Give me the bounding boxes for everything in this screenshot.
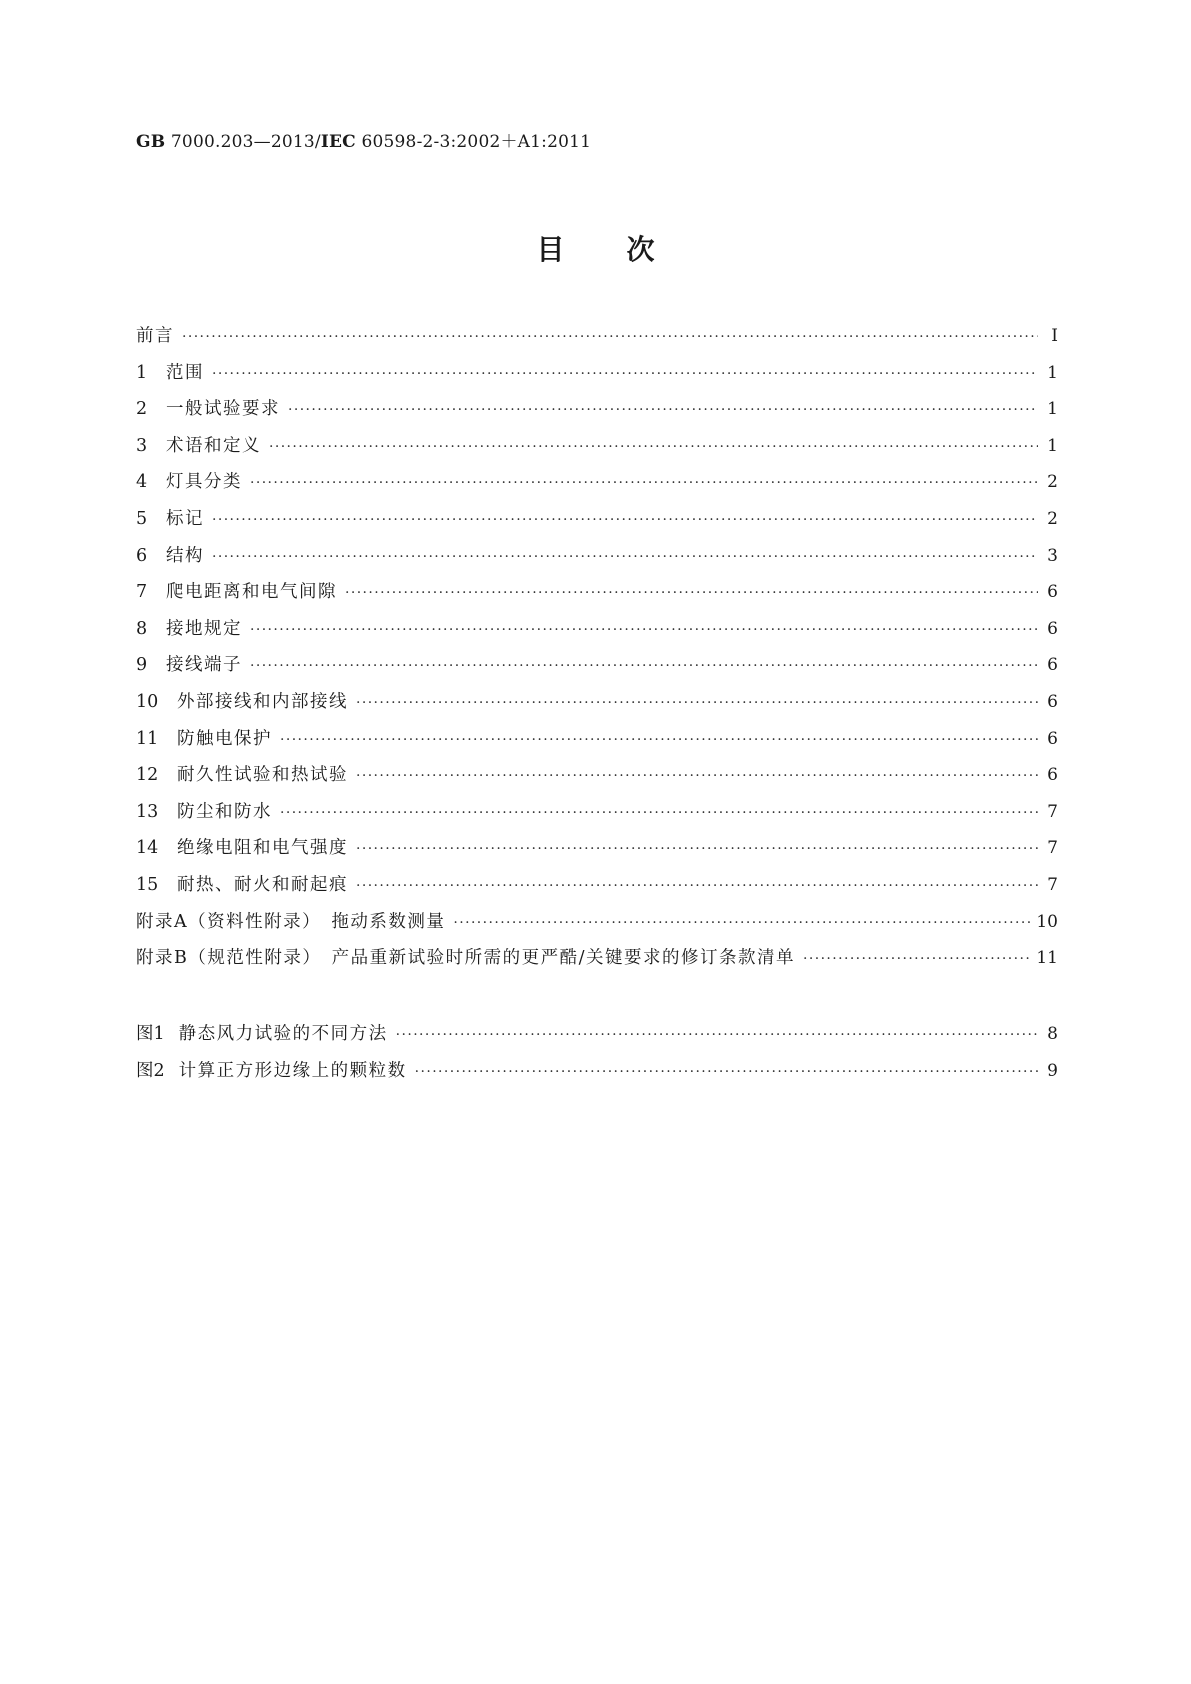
toc-label: 前言 (136, 326, 174, 346)
toc-page: 3 (1047, 545, 1058, 566)
toc-page: 6 (1047, 728, 1058, 749)
iec-number: 60598-2-3:2002＋A1:2011 (361, 132, 592, 152)
toc-entry-7[interactable] (136, 582, 1058, 619)
toc-label: 范围 (166, 362, 204, 383)
toc-number: 15 (136, 874, 159, 895)
toc-number: 8 (136, 618, 148, 639)
toc-page: Ⅰ (1051, 326, 1058, 346)
toc-entry-12[interactable] (136, 765, 1058, 802)
figure-label: 计算正方形边缘上的颗粒数 (178, 1060, 407, 1081)
toc-leader-dots (453, 913, 1030, 933)
toc-entry-11[interactable] (136, 729, 1058, 766)
toc-leader-dots (356, 693, 1038, 713)
toc-entry-5[interactable] (136, 509, 1058, 546)
table-of-contents (136, 326, 1058, 985)
toc-page: 7 (1047, 838, 1058, 859)
toc-leader-dots (280, 730, 1038, 750)
toc-leader-dots (803, 949, 1030, 969)
toc-entry-3[interactable] (136, 436, 1058, 473)
toc-label: 耐热、耐火和耐起痕 (177, 874, 348, 895)
toc-leader-dots (182, 327, 1038, 347)
toc-label: 接地规定 (166, 618, 242, 639)
toc-entry-9[interactable] (136, 655, 1058, 692)
figure-label: 静态风力试验的不同方法 (178, 1024, 388, 1044)
toc-leader-dots (269, 437, 1038, 457)
toc-label: 防尘和防水 (177, 801, 272, 822)
toc-number: 7 (136, 582, 148, 603)
toc-label: 附录B（规范性附录） 产品重新试验时所需的更严酷/关键要求的修订条款清单 (136, 948, 796, 969)
toc-leader-dots (250, 656, 1038, 676)
toc-leader-dots (280, 803, 1038, 823)
figure-entry-2[interactable] (136, 1061, 1058, 1098)
figure-entry-1[interactable] (136, 1024, 1058, 1061)
toc-page: 6 (1047, 618, 1058, 639)
iec-prefix: IEC (320, 132, 356, 152)
toc-page: 6 (1047, 582, 1058, 603)
toc-number: 13 (136, 801, 159, 822)
standard-code-header (136, 127, 591, 152)
toc-number: 9 (136, 655, 148, 676)
toc-label: 外部接线和内部接线 (177, 691, 348, 712)
toc-page: 2 (1047, 508, 1058, 529)
toc-entry-6[interactable] (136, 546, 1058, 583)
toc-label: 防触电保护 (177, 728, 272, 749)
figure-page: 9 (1047, 1060, 1058, 1081)
figure-page: 8 (1047, 1024, 1058, 1044)
toc-number: 6 (136, 545, 148, 566)
toc-entry-2[interactable] (136, 399, 1058, 436)
figure-number: 图1 (136, 1024, 165, 1044)
toc-label: 附录A（资料性附录） 拖动系数测量 (136, 911, 446, 932)
toc-label: 爬电距离和电气间隙 (166, 582, 337, 603)
gb-prefix: GB (136, 132, 166, 152)
toc-entry-15[interactable] (136, 875, 1058, 912)
toc-leader-dots (356, 766, 1038, 786)
toc-label: 接线端子 (166, 655, 242, 676)
toc-page: 1 (1047, 399, 1058, 420)
toc-page: 11 (1036, 948, 1058, 969)
toc-number: 4 (136, 472, 148, 493)
toc-label: 标记 (166, 508, 204, 529)
toc-entry-annex-b[interactable] (136, 948, 1058, 985)
toc-label: 耐久性试验和热试验 (177, 765, 348, 786)
figure-leader-dots (415, 1062, 1038, 1082)
toc-number: 10 (136, 691, 159, 712)
toc-page: 7 (1047, 801, 1058, 822)
toc-entry-10[interactable] (136, 692, 1058, 729)
toc-entry-8[interactable] (136, 619, 1058, 656)
toc-number: 11 (136, 728, 159, 749)
toc-leader-dots (250, 473, 1038, 493)
toc-page: 1 (1047, 362, 1058, 383)
toc-number: 5 (136, 508, 148, 529)
toc-entry-4[interactable] (136, 472, 1058, 509)
toc-number: 1 (136, 362, 148, 383)
figure-leader-dots (396, 1025, 1038, 1045)
figure-number: 图2 (136, 1060, 165, 1081)
toc-leader-dots (212, 364, 1038, 384)
toc-leader-dots (212, 547, 1038, 567)
toc-leader-dots (345, 583, 1038, 603)
toc-number: 14 (136, 838, 159, 859)
toc-page: 10 (1036, 911, 1058, 932)
toc-number: 3 (136, 435, 148, 456)
gb-number: 7000.203—2013/ (170, 132, 321, 152)
figure-list (136, 1024, 1058, 1097)
toc-page: 7 (1047, 874, 1058, 895)
toc-page: 1 (1047, 435, 1058, 456)
toc-leader-dots (356, 876, 1038, 896)
toc-number: 2 (136, 399, 148, 420)
toc-entry-13[interactable] (136, 802, 1058, 839)
toc-entry-1[interactable] (136, 363, 1058, 400)
toc-leader-dots (356, 839, 1038, 859)
toc-label: 结构 (166, 545, 204, 566)
toc-page: 6 (1047, 691, 1058, 712)
toc-entry-foreword[interactable] (136, 326, 1058, 363)
toc-page: 6 (1047, 765, 1058, 786)
toc-leader-dots (288, 400, 1038, 420)
toc-page: 6 (1047, 655, 1058, 676)
toc-label: 绝缘电阻和电气强度 (177, 838, 348, 859)
toc-label: 术语和定义 (166, 435, 261, 456)
page-title: 目次 (536, 233, 717, 266)
toc-page: 2 (1047, 472, 1058, 493)
toc-label: 一般试验要求 (166, 399, 280, 420)
toc-leader-dots (250, 620, 1038, 640)
toc-entry-annex-a[interactable] (136, 912, 1058, 949)
toc-entry-14[interactable] (136, 838, 1058, 875)
toc-number: 12 (136, 765, 159, 786)
toc-leader-dots (212, 510, 1038, 530)
toc-label: 灯具分类 (166, 472, 242, 493)
